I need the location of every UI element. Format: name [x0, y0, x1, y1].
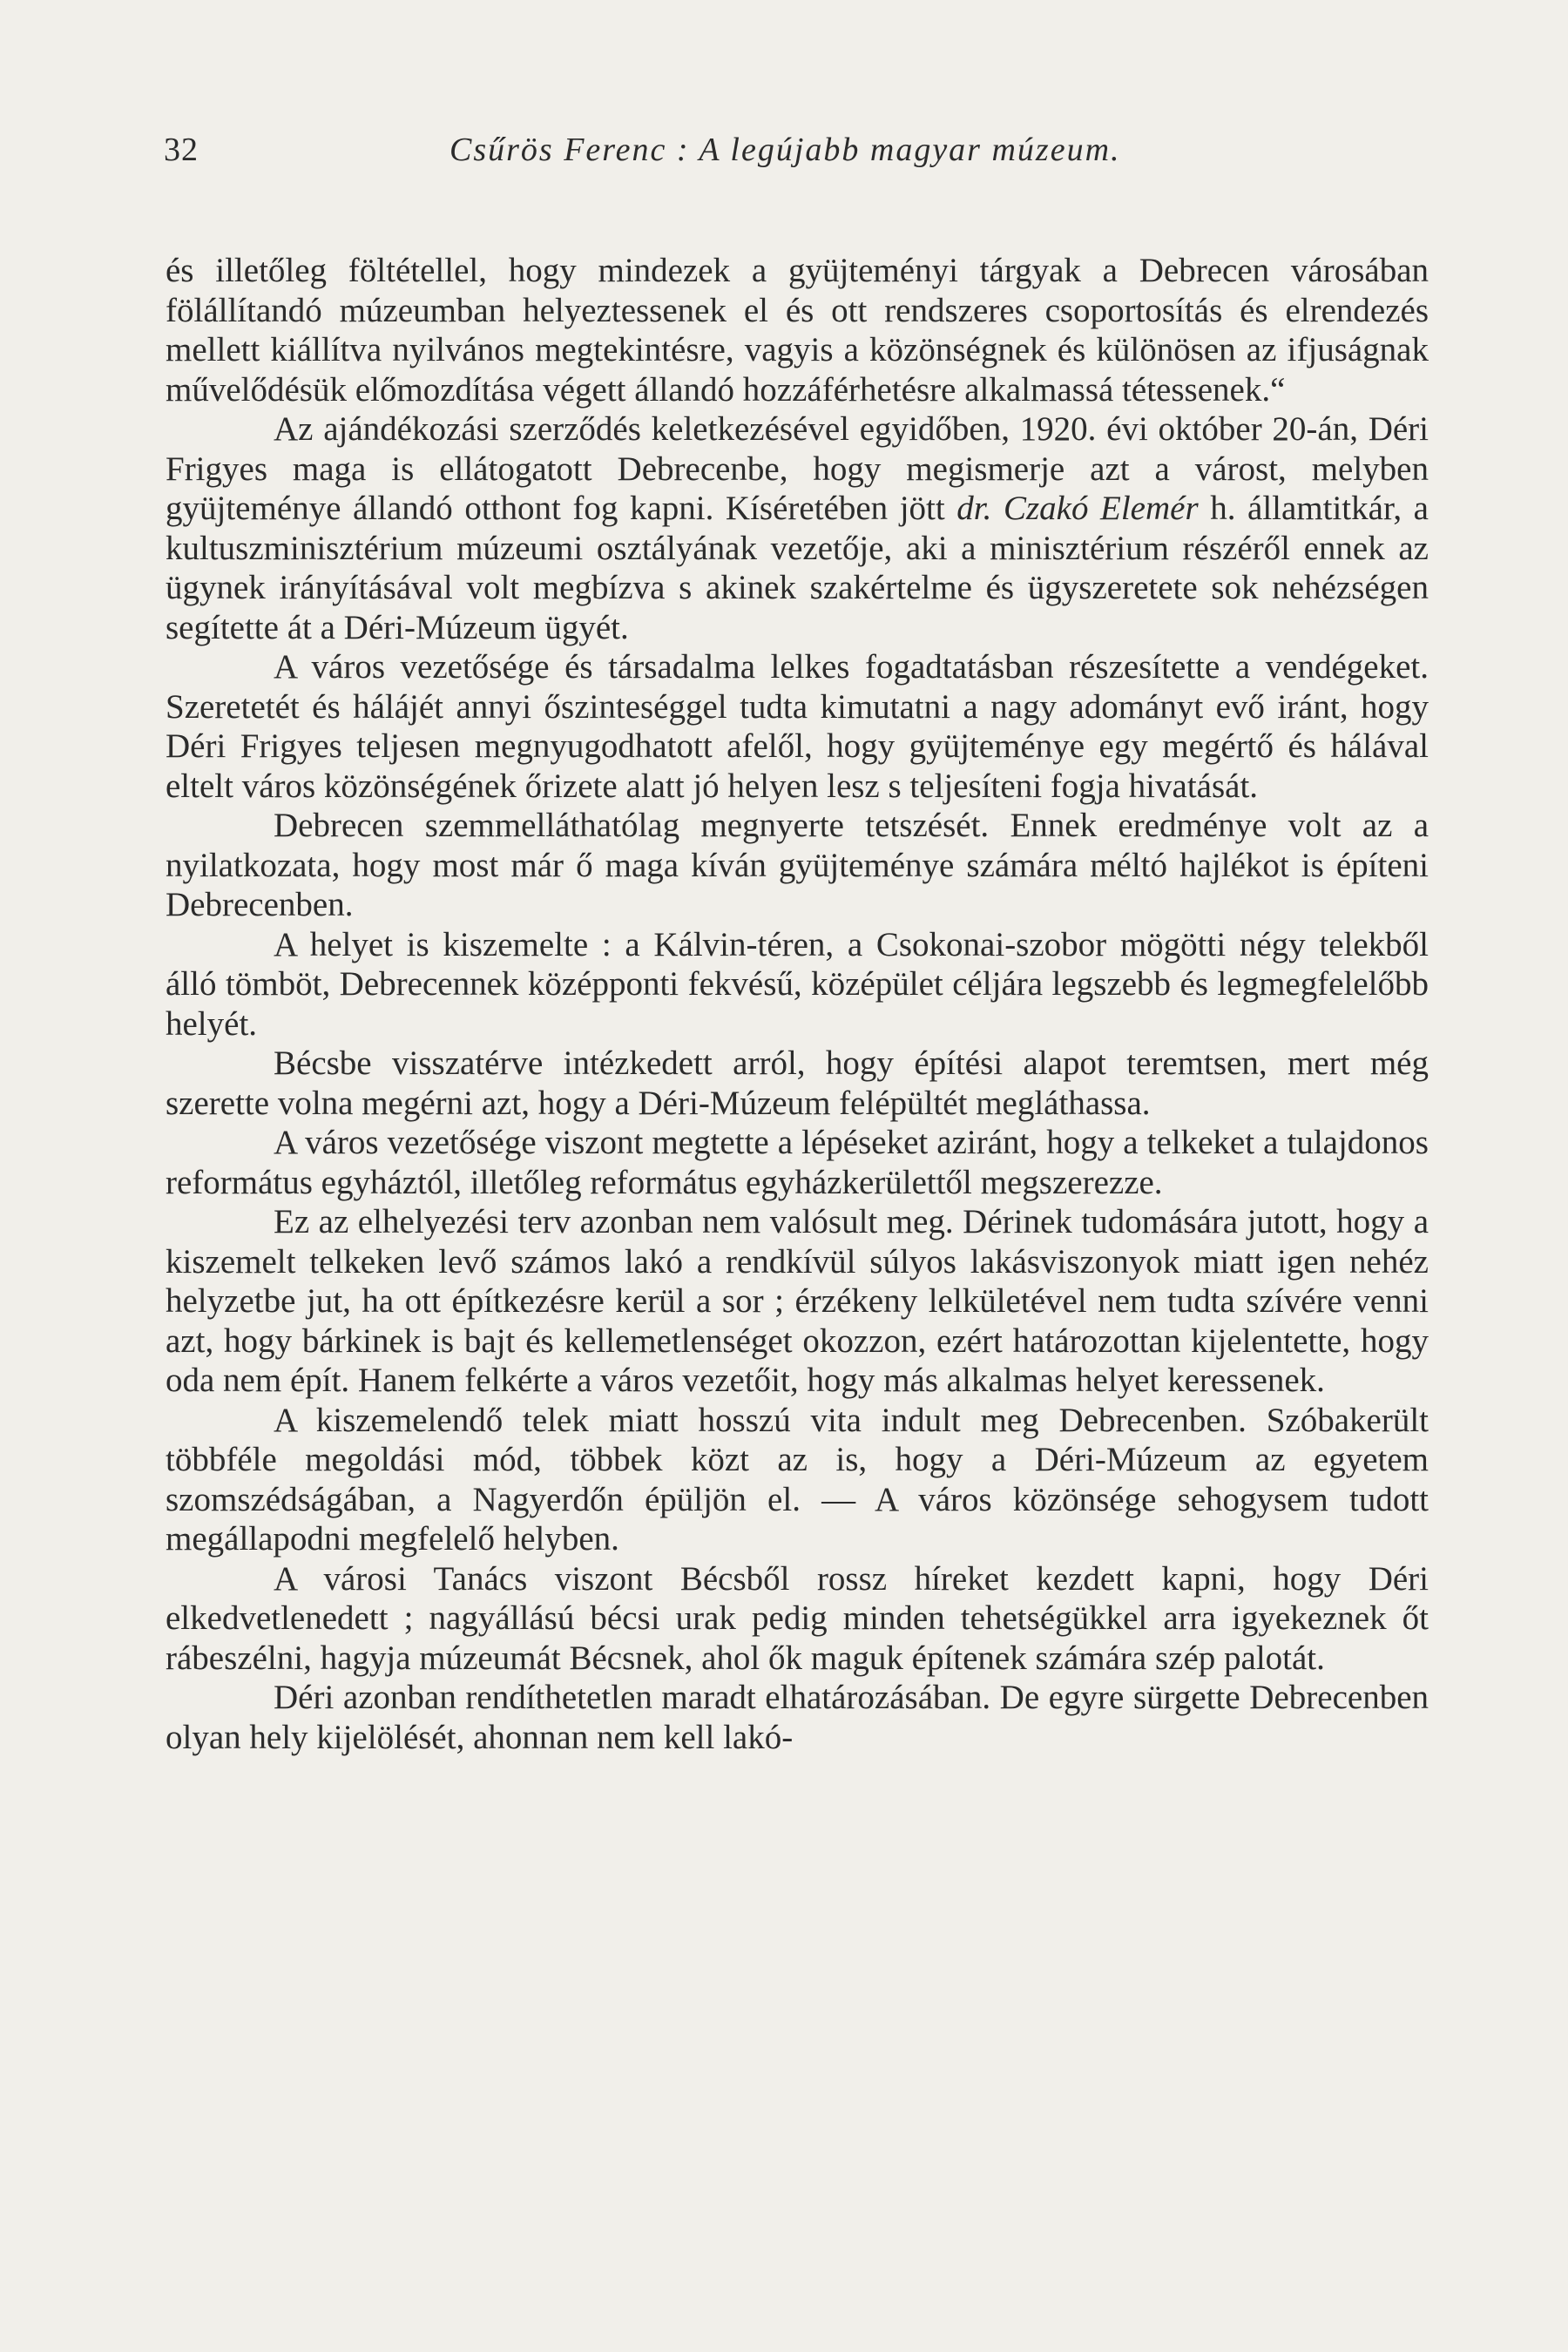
italic-name-czako-elemer: Czakó Elemér — [1003, 490, 1199, 527]
paragraph-4 — [166, 806, 1429, 925]
paragraph-7 — [166, 1123, 1429, 1202]
paragraph-text: h. államtitkár, a kultuszminisztérium múzeumi osztályának vezetője, aki a minisztérium részéről ennek az ügynek irányításával volt megbízva s akinek szakértelme és ügyszeretete sok nehézségen segítette át a Déri-Múzeum ügyét. — [166, 490, 1429, 646]
paragraph-6 — [166, 1044, 1429, 1123]
paragraph-text: A helyet is kiszemelte : a Kálvin-téren, a Csokonai-szobor mögötti négy telekből álló tömböt, Debrecennek középponti fekvésű, középület céljára legszebb és legmegfelelőbb helyét. — [166, 925, 1429, 1043]
body-text — [166, 251, 1429, 1757]
paragraph-10 — [166, 1559, 1429, 1679]
running-title: Csűrös Ferenc : A legújabb magyar múzeum. — [449, 132, 1121, 168]
paragraph-text: és illetőleg föltétellel, hogy mindezek a gyüjteményi tárgyak a Debrecen városában fölállítandó múzeumban helyeztessenek el és ott rendszeres csoportosítás és elrendezés mellett kiállítva nyilvános megtekintésre, vagyis a közönségnek és különösen az ifjuságnak művelődésük előmozdítása végett állandó hozzáférhetésre alkalmassá tétessenek.“ — [166, 252, 1429, 409]
paragraph-2 — [166, 409, 1429, 647]
paragraph-text — [991, 490, 1004, 527]
paragraph-text: Bécsbe visszatérve intézkedett arról, hogy építési alapot teremtsen, mert még szerette volna megérni azt, hogy a Déri-Múzeum felépültét megláthassa. — [166, 1044, 1429, 1122]
page-header — [164, 131, 1436, 174]
paragraph-text: A város vezetősége viszont megtette a lépéseket aziránt, hogy a telkeket a tulajdonos református egyháztól, illetőleg református egyházkerülettől megszerezze. — [166, 1124, 1429, 1201]
italic-title-dr: dr. — [956, 490, 992, 527]
page-number: 32 — [164, 132, 199, 168]
paragraph-text: Az ajándékozási szerződés keletkezésével egyidőben, 1920. évi október 20-án, Déri Frigyes maga is ellátogatott Debrecenbe, hogy megismerje azt a várost, melyben gyüjteménye állandó otthont fog kapni. Kíséretében jött — [166, 410, 1429, 527]
paragraph-text: A városi Tanács viszont Bécsből rossz híreket kezdett kapni, hogy Déri elkedvetlenedett ; nagyállású bécsi urak pedig minden tehetségükkel arra igyekeznek őt rábeszélni, hagyja múzeumát Bécsnek, ahol ők maguk építenek számára szép palotát. — [166, 1559, 1429, 1677]
paragraph-text: Debrecen szemmelláthatólag megnyerte tetszését. Ennek eredménye volt az a nyilatkozata, hogy most már ő maga kíván gyüjteménye számára méltó hajlékot is építeni Debrecenben. — [166, 807, 1429, 923]
paragraph-8 — [166, 1202, 1429, 1401]
paragraph-5 — [166, 925, 1429, 1044]
paragraph-11 — [166, 1678, 1429, 1757]
paragraph-text: A város vezetősége és társadalma lelkes fogadtatásban részesítette a vendégeket. Szeretetét és hálájét annyi őszinteséggel tudta kimutatni a nagy adományt evő iránt, hogy Déri Frigyes teljesen megnyugodhatott afelől, hogy gyüjteménye egy megértő és hálával eltelt város közönségének őrizete alatt jó helyen lesz s teljesíteni fogja hivatását. — [166, 648, 1429, 805]
paragraph-text: A kiszemelendő telek miatt hosszú vita indult meg Debrecenben. Szóbakerült többféle megoldási mód, többek közt az is, hogy a Déri-Múzeum az egyetem szomszédságában, a Nagyerdőn épüljön el. — A város közönsége sehogysem tudott megállapodni megfelelő helyben. — [166, 1401, 1429, 1558]
paragraph-text: Déri azonban rendíthetetlen maradt elhatározásában. De egyre sürgette Debrecenben olyan hely kijelölését, ahonnan nem kell lakó- — [166, 1679, 1429, 1756]
paragraph-9 — [166, 1401, 1429, 1559]
paragraph-text: Ez az elhelyezési terv azonban nem valósult meg. Dérinek tudomására jutott, hogy a kiszemelt telkeken levő számos lakó a rendkívül súlyos lakásviszonyok miatt igen nehéz helyzetbe jut, ha ott építkezésre kerül a sor ; érzékeny lelkületével nem tudta szívére venni azt, hogy bárkinek is bajt és kellemetlenséget okozzon, ezért határozottan kijelentette, hogy oda nem épít. Hanem felkérte a város vezetőit, hogy más alkalmas helyet keressenek. — [166, 1203, 1429, 1399]
paragraph-3 — [166, 647, 1429, 806]
paragraph-1 — [166, 251, 1429, 409]
